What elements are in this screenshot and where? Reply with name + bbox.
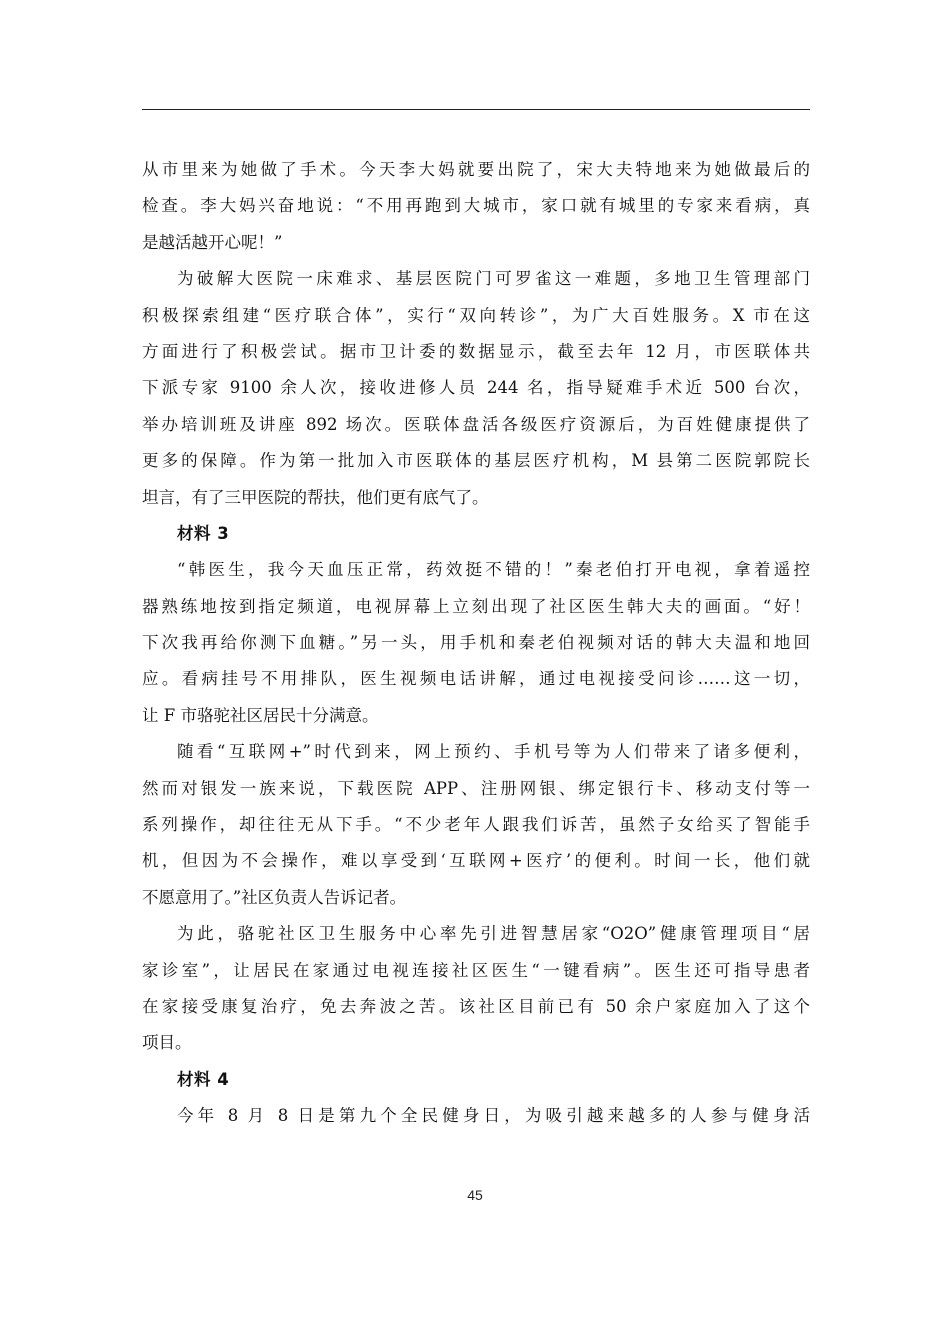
- section-heading-material-4: 材料 4: [177, 1069, 230, 1089]
- text-line: 机，但因为不会操作，难以享受到‘互联网+医疗’的便利。时间一长，他们就: [142, 851, 810, 871]
- text-line: 积极探索组建“医疗联合体”，实行“双向转诊”，为广大百姓服务。X 市在这: [142, 305, 810, 325]
- paragraph-first-line: “韩医生，我今天血压正常，药效挺不错的！”秦老伯打开电视，拿着遥控: [177, 560, 810, 580]
- text-line: 更多的保障。作为第一批加入市医联体的基层医疗机构，M 县第二医院郭院长: [142, 451, 810, 471]
- paragraph-first-line: 为破解大医院一床难求、基层医院门可罗雀这一难题，多地卫生管理部门: [177, 269, 810, 289]
- text-line: 家诊室”，让居民在家通过电视连接社区医生“一键看病”。医生还可指导患者: [142, 960, 810, 980]
- text-line: 是越活越开心呢！”: [142, 232, 283, 252]
- text-line: 下次我再给你测下血糖。”另一头，用手机和秦老伯视频对话的韩大夫温和地回: [142, 633, 810, 653]
- page-number: 45: [467, 1187, 483, 1203]
- header-rule: [142, 109, 810, 110]
- paragraph-first-line: 今年 8 月 8 日是第九个全民健身日，为吸引越来越多的人参与健身活: [177, 1106, 810, 1126]
- text-line: 在家接受康复治疗，免去奔波之苦。该社区目前已有 50 余户家庭加入了这个: [142, 996, 810, 1016]
- text-line: 从市里来为她做了手术。今天李大妈就要出院了，宋大夫特地来为她做最后的: [142, 160, 810, 179]
- text-line: 不愿意用了。”社区负责人告诉记者。: [142, 887, 407, 907]
- text-line: 检查。李大妈兴奋地说：“不用再跑到大城市，家口就有城里的专家来看病，真: [142, 196, 810, 216]
- paragraph-first-line: 为此，骆驼社区卫生服务中心率先引进智慧居家“O2O”健康管理项目“居: [177, 924, 810, 944]
- text-line: 然而对银发一族来说，下载医院 APP、注册网银、绑定银行卡、移动支付等一: [142, 778, 810, 798]
- text-line: 器熟练地按到指定频道，电视屏幕上立刻出现了社区医生韩大夫的画面。“好！: [142, 596, 810, 616]
- document-body: [142, 152, 810, 1135]
- paragraph-first-line: 随看“互联网+”时代到来，网上预约、手机号等为人们带来了诸多便利，: [177, 742, 810, 762]
- text-line: 让 F 市骆驼社区居民十分满意。: [142, 705, 379, 725]
- text-line: 系列操作，却往往无从下手。“不少老年人跟我们诉苦，虽然子女给买了智能手: [142, 815, 810, 835]
- text-line: 方面进行了积极尝试。据市卫计委的数据显示，截至去年 12 月，市医联体共: [142, 341, 810, 361]
- text-line: 下派专家 9100 余人次，接收进修人员 244 名，指导疑难手术近 500 台次，: [142, 378, 810, 398]
- text-line: 应。看病挂号不用排队，医生视频电话讲解，通过电视接受问诊……这一切，: [142, 669, 810, 689]
- section-heading-material-3: 材料 3: [177, 523, 230, 543]
- text-line: 坦言，有了三甲医院的帮扶，他们更有底气了。: [142, 487, 489, 507]
- text-line: 举办培训班及讲座 892 场次。医联体盘活各级医疗资源后，为百姓健康提供了: [142, 414, 810, 434]
- text-line: 项目。: [142, 1033, 192, 1053]
